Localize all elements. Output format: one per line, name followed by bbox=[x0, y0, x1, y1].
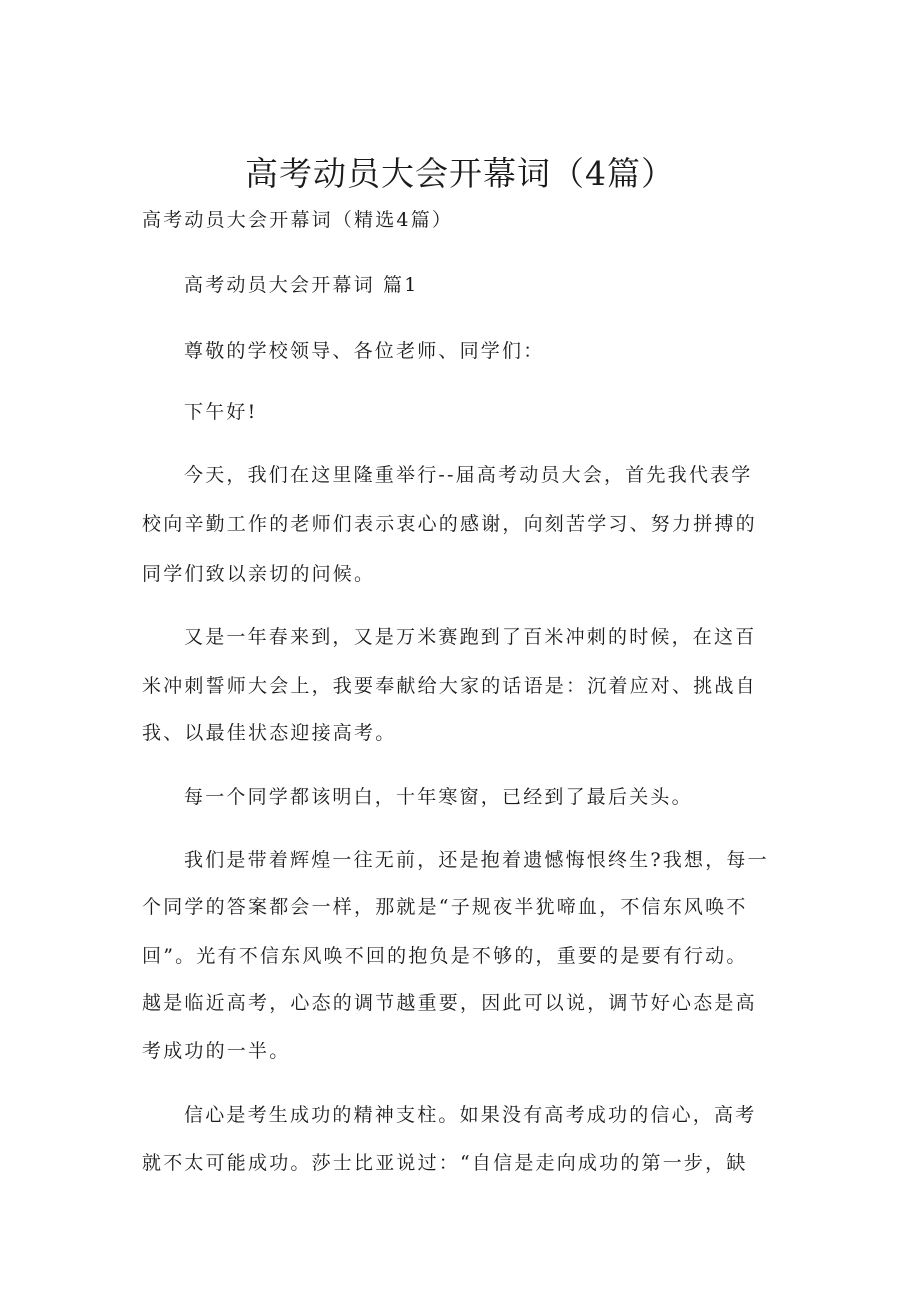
document-subtitle: 高考动员大会开幕词（精选4篇） bbox=[142, 209, 454, 231]
paragraph-line: 考成功的一半。 bbox=[142, 1040, 291, 1062]
paragraph-line: 我、以最佳状态迎接高考。 bbox=[142, 722, 397, 744]
document-title: 高考动员大会开幕词（4篇） bbox=[245, 154, 675, 193]
paragraph-line: 今天，我们在这里隆重举行--届高考动员大会，首先我代表学 bbox=[184, 464, 753, 486]
paragraph-line: 米冲刺誓师大会上，我要奉献给大家的话语是：沉着应对、挑战自 bbox=[142, 675, 757, 697]
paragraph-line: 每一个同学都该明白，十年寒窗，已经到了最后关头。 bbox=[184, 786, 693, 808]
paragraph-line: 信心是考生成功的精神支柱。如果没有高考成功的信心，高考 bbox=[184, 1104, 757, 1126]
section-heading: 高考动员大会开幕词 篇1 bbox=[184, 274, 419, 296]
paragraph-line: 校向辛勤工作的老师们表示衷心的感谢，向刻苦学习、努力拼搏的 bbox=[142, 513, 757, 535]
paragraph-line: 我们是带着辉煌一往无前，还是抱着遗憾悔恨终生?我想，每一 bbox=[184, 849, 769, 871]
salutation-line: 下午好! bbox=[184, 401, 258, 423]
paragraph-line: 回”。光有不信东风唤不回的抱负是不够的，重要的是要有行动。 bbox=[142, 945, 748, 967]
paragraph-line: 就不太可能成功。莎士比亚说过：“自信是走向成功的第一步，缺 bbox=[142, 1152, 748, 1174]
paragraph-line: 又是一年春来到，又是万米赛跑到了百米冲刺的时候，在这百 bbox=[184, 626, 757, 648]
greeting-line: 尊敬的学校领导、各位老师、同学们： bbox=[184, 340, 545, 362]
paragraph-line: 越是临近高考，心态的调节越重要，因此可以说，调节好心态是高 bbox=[142, 992, 757, 1014]
paragraph-line: 个同学的答案都会一样，那就是“子规夜半犹啼血，不信东风唤不 bbox=[142, 896, 748, 918]
paragraph-line: 同学们致以亲切的问候。 bbox=[142, 563, 376, 585]
